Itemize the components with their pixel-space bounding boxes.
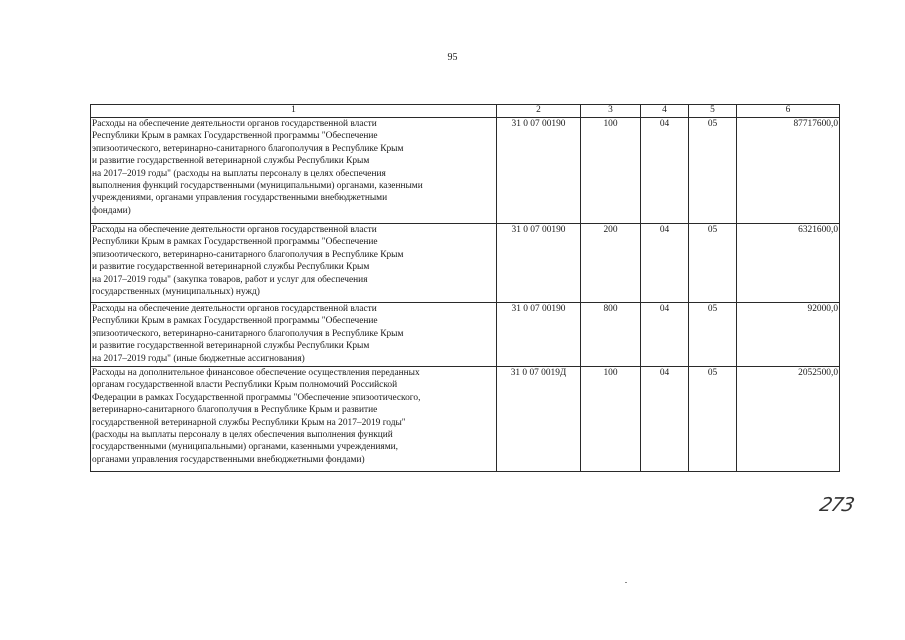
expense-type-code: 100 bbox=[581, 118, 641, 224]
target-article-code: 31 0 07 0019Д bbox=[497, 367, 581, 472]
expense-type-code: 100 bbox=[581, 367, 641, 472]
table-row bbox=[91, 224, 840, 303]
column-header: 5 bbox=[689, 105, 737, 118]
column-header: 4 bbox=[641, 105, 689, 118]
subsection-code: 05 bbox=[689, 367, 737, 472]
subsection-code: 05 bbox=[689, 118, 737, 224]
target-article-code: 31 0 07 00190 bbox=[497, 118, 581, 224]
page-number: 95 bbox=[447, 52, 458, 63]
section-code: 04 bbox=[641, 367, 689, 472]
table-header-row bbox=[91, 105, 840, 118]
target-article-code: 31 0 07 00190 bbox=[497, 303, 581, 367]
expense-description: Расходы на обеспечение деятельности органов государственной власти Республики Крым в рамках Государственной программы "Обеспечение эпизоотического, ветеринарно-санитарного благополучия в Республике Крым и развитие государственной ветеринарной службы Республики Крым на 2017–2019 годы" (иные бюджетные ассигнования) bbox=[91, 303, 497, 367]
expense-type-code: 200 bbox=[581, 224, 641, 303]
column-header: 2 bbox=[497, 105, 581, 118]
section-code: 04 bbox=[641, 224, 689, 303]
subsection-code: 05 bbox=[689, 303, 737, 367]
handwritten-page-number: 273 bbox=[817, 494, 856, 516]
amount-value: 6321600,0 bbox=[737, 224, 840, 303]
budget-expenditure-table bbox=[90, 104, 840, 472]
expense-description: Расходы на дополнительное финансовое обеспечение осуществления переданных органам государственной власти Республики Крым полномочий Российской Федерации в рамках Государственной программы "Обеспечение эпизоотического, ветеринарно-санитарного благополучия в Республике Крым и развитие государственной ветеринарной службы Республики Крым на 2017–2019 годы" (расходы на выплаты персоналу в целях обеспечения выполнения функций государственными (муниципальными) органами, казенными учреждениями, органами управления государственными внебюджетными фондами) bbox=[91, 367, 497, 472]
column-header: 1 bbox=[91, 105, 497, 118]
section-code: 04 bbox=[641, 118, 689, 224]
amount-value: 87717600,0 bbox=[737, 118, 840, 224]
table-row bbox=[91, 303, 840, 367]
target-article-code: 31 0 07 00190 bbox=[497, 224, 581, 303]
column-header: 6 bbox=[737, 105, 840, 118]
table-row bbox=[91, 118, 840, 224]
subsection-code: 05 bbox=[689, 224, 737, 303]
column-header: 3 bbox=[581, 105, 641, 118]
scan-speck bbox=[625, 582, 627, 583]
section-code: 04 bbox=[641, 303, 689, 367]
expense-description: Расходы на обеспечение деятельности органов государственной власти Республики Крым в рамках Государственной программы "Обеспечение эпизоотического, ветеринарно-санитарного благополучия в Республике Крым и развитие государственной ветеринарной службы Республики Крым на 2017–2019 годы" (расходы на выплаты персоналу в целях обеспечения выполнения функций государственными (муниципальными) органами, казенными учреждениями, органами управления государственными внебюджетными фондами) bbox=[91, 118, 497, 224]
amount-value: 2052500,0 bbox=[737, 367, 840, 472]
amount-value: 92000,0 bbox=[737, 303, 840, 367]
expense-description: Расходы на обеспечение деятельности органов государственной власти Республики Крым в рамках Государственной программы "Обеспечение эпизоотического, ветеринарно-санитарного благополучия в Республике Крым и развитие государственной ветеринарной службы Республики Крым на 2017–2019 годы" (закупка товаров, работ и услуг для обеспечения государственных (муниципальных) нужд) bbox=[91, 224, 497, 303]
table-row bbox=[91, 367, 840, 472]
expense-type-code: 800 bbox=[581, 303, 641, 367]
